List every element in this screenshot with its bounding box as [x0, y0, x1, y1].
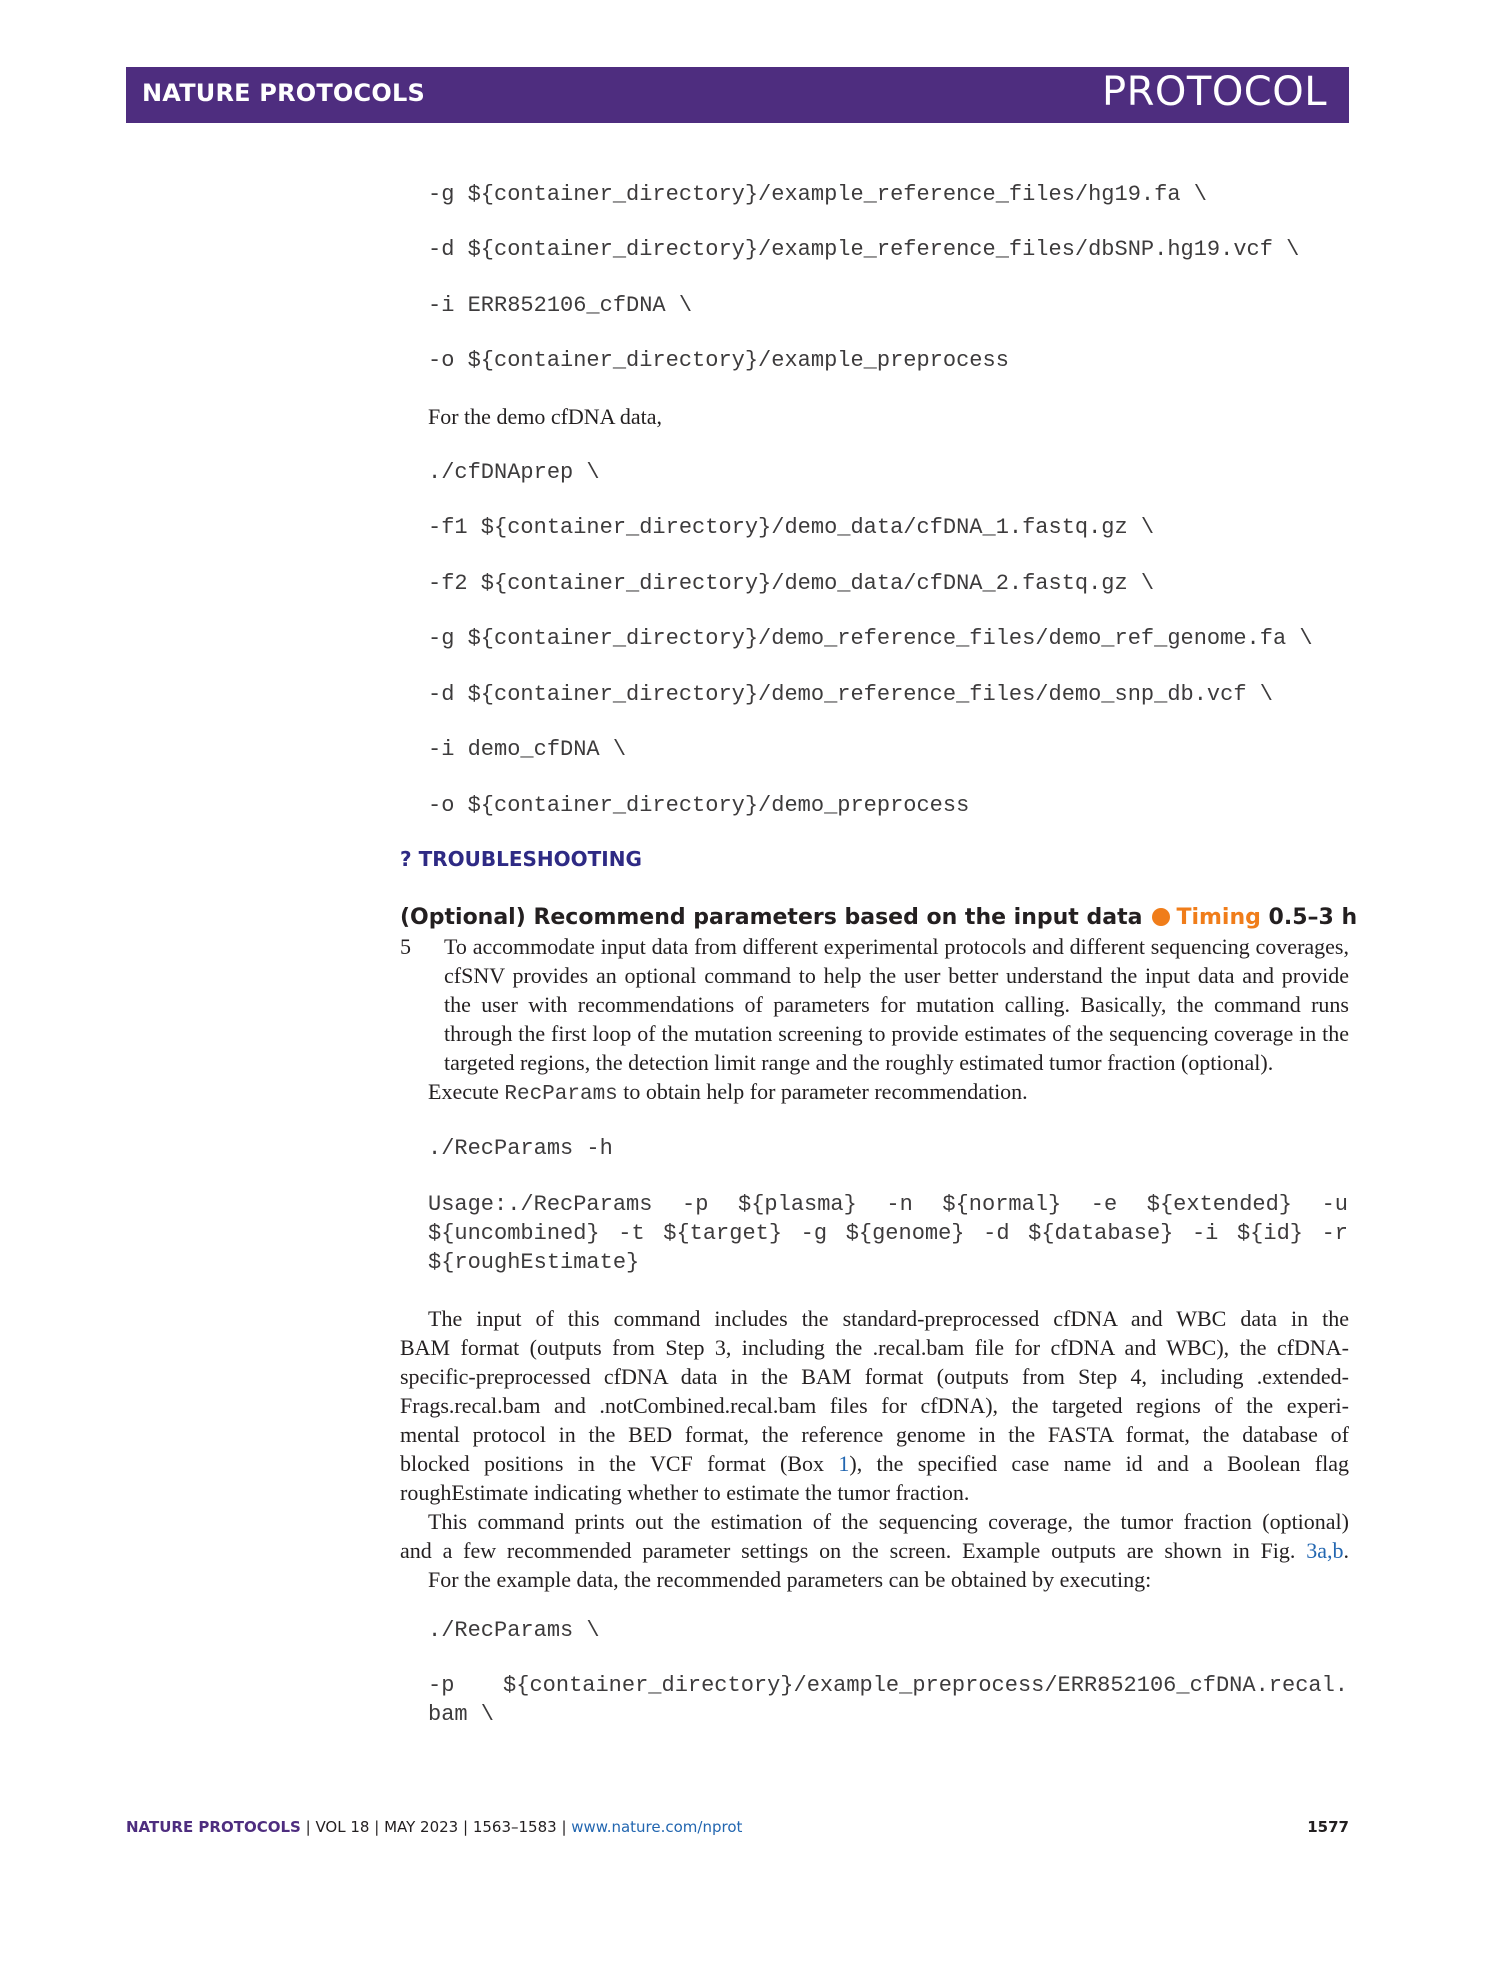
step-line: targeted regions, the detection limit range and the roughly estimated tumor fraction (optional).	[444, 1050, 1274, 1075]
output-line: This command prints out the estimation of the sequencing coverage, the tumor fraction (optional)	[428, 1509, 1349, 1534]
input-line: mental protocol in the BED format, the reference genome in the FASTA format, the database of	[400, 1422, 1349, 1447]
timing-label: Timing	[1176, 905, 1261, 930]
input-line: Frags.recal.bam and .notCombined.recal.bam files for cfDNA), the targeted regions of the experi-	[400, 1393, 1349, 1418]
usage-line: ${uncombined} -t ${target} -g ${genome} -d ${database} -i ${id} -r	[428, 1221, 1348, 1246]
box-suffix: ), the specified case name id and a Boolean flag	[849, 1451, 1349, 1476]
step-line: cfSNV provides an optional command to help the user better understand the input data and provide	[444, 963, 1349, 988]
code-line: bam \	[428, 1702, 495, 1727]
header-journal-name: NATURE PROTOCOLS	[142, 79, 425, 107]
timing-value: 0.5–3 h	[1268, 905, 1358, 930]
code-line: -g ${container_directory}/demo_reference_files/demo_ref_genome.fa \	[428, 626, 1313, 651]
timing-dot-icon	[1152, 908, 1170, 926]
execute-suffix: to obtain help for parameter recommendation.	[623, 1079, 1028, 1104]
help-command: ./RecParams -h	[428, 1136, 613, 1161]
step-line: To accommodate input data from different experimental protocols and different sequencing coverages,	[444, 934, 1349, 959]
footer-separator: |	[556, 1818, 572, 1836]
box-prefix: blocked positions in the VCF format (Box	[400, 1451, 825, 1476]
footer-page-number: 1577	[1307, 1818, 1349, 1836]
troubleshooting-link[interactable]: ? TROUBLESHOOTING	[400, 847, 642, 871]
footer-url-link[interactable]: www.nature.com/nprot	[571, 1818, 743, 1836]
input-line: roughEstimate indicating whether to estimate the tumor fraction.	[400, 1480, 970, 1505]
input-line: The input of this command includes the standard-preprocessed cfDNA and WBC data in the	[428, 1306, 1349, 1331]
input-line: specific-preprocessed cfDNA data in the BAM format (outputs from Step 4, including .extended-	[400, 1364, 1349, 1389]
code-line: -g ${container_directory}/example_reference_files/hg19.fa \	[428, 182, 1207, 207]
box-1-link[interactable]: 1	[838, 1451, 850, 1476]
code-line: -p ${container_directory}/example_preprocess/ERR852106_cfDNA.recal.	[428, 1673, 1348, 1698]
input-line-box	[400, 1449, 1349, 1478]
usage-block	[428, 1190, 1348, 1277]
input-paragraph	[400, 1304, 1349, 1507]
usage-line: ${roughEstimate}	[428, 1250, 640, 1275]
output-line-fig	[400, 1536, 1349, 1565]
footer-pages: 1563–1583	[472, 1818, 557, 1836]
code-line: -o ${container_directory}/demo_preprocess	[428, 793, 970, 818]
footer-separator: |	[369, 1818, 385, 1836]
step-number: 5	[400, 934, 411, 959]
execute-line	[428, 1077, 1028, 1109]
example-intro-text: For the example data, the recommended parameters can be obtained by executing:	[428, 1567, 1152, 1592]
footer-separator: |	[300, 1818, 316, 1836]
code-line: -f1 ${container_directory}/demo_data/cfDNA_1.fastq.gz \	[428, 515, 1155, 540]
step-line: through the first loop of the mutation screening to provide estimates of the sequencing coverage in the	[444, 1021, 1349, 1046]
figure-3-link[interactable]: 3a,b	[1306, 1538, 1344, 1563]
code-line: -i ERR852106_cfDNA \	[428, 293, 693, 318]
execute-command: RecParams	[504, 1083, 618, 1106]
footer-journal: NATURE PROTOCOLS	[126, 1818, 301, 1836]
step-line: the user with recommendations of parameters for mutation calling. Basically, the command runs	[444, 992, 1349, 1017]
code-line: -i demo_cfDNA \	[428, 737, 627, 762]
usage-line: Usage:./RecParams -p ${plasma} -n ${normal} -e ${extended} -u	[428, 1192, 1348, 1217]
footer-citation	[126, 1818, 742, 1836]
code-line: -d ${container_directory}/example_reference_files/dbSNP.hg19.vcf \	[428, 237, 1300, 262]
demo-intro-text: For the demo cfDNA data,	[428, 404, 662, 429]
output-paragraph	[400, 1507, 1349, 1594]
output-line2-prefix: and a few recommended parameter settings on the screen. Example outputs are shown in Fig.	[400, 1538, 1296, 1563]
header-article-type: PROTOCOL	[1101, 69, 1327, 115]
section-heading	[400, 905, 1357, 930]
code-line: ./cfDNAprep \	[428, 460, 600, 485]
code-line: -f2 ${container_directory}/demo_data/cfDNA_2.fastq.gz \	[428, 571, 1155, 596]
footer-date: MAY 2023	[384, 1818, 459, 1836]
code-line: ./RecParams \	[428, 1618, 600, 1643]
execute-prefix: Execute	[428, 1079, 499, 1104]
footer-separator: |	[458, 1818, 473, 1836]
code-line: -d ${container_directory}/demo_reference_files/demo_snp_db.vcf \	[428, 682, 1273, 707]
step-paragraph	[444, 932, 1349, 1077]
section-title: (Optional) Recommend parameters based on the input data	[400, 905, 1143, 930]
output-line2-suffix: .	[1343, 1538, 1349, 1563]
footer-volume: VOL 18	[315, 1818, 370, 1836]
header-bar	[126, 67, 1349, 123]
code-block-3	[428, 1671, 1348, 1729]
code-line: -o ${container_directory}/example_preprocess	[428, 348, 1009, 373]
input-line: BAM format (outputs from Step 3, including the .recal.bam file for cfDNA and WBC), the cfDNA-	[400, 1335, 1349, 1360]
